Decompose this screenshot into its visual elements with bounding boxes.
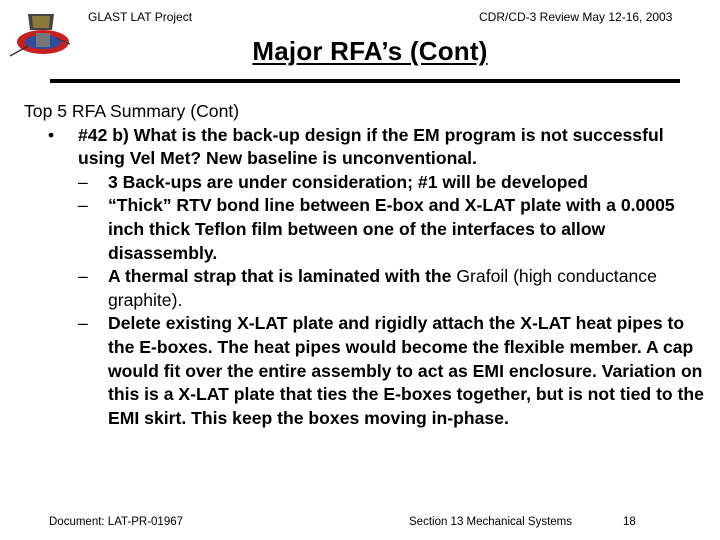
dash-marker: – <box>78 171 88 192</box>
sub-item-text: A thermal strap that is laminated with the <box>108 266 452 287</box>
dash-marker: – <box>78 266 88 287</box>
sub-item-text: 3 Back-ups are under consideration; #1 will be developed <box>108 171 589 192</box>
slide-title: Major RFA’s (Cont) <box>252 36 488 66</box>
slide-body <box>24 100 704 430</box>
sub-item-1 <box>24 171 704 195</box>
bullet-item <box>24 124 704 171</box>
header-project: GLAST LAT Project <box>88 10 193 24</box>
footer-section: Section 13 Mechanical Systems <box>409 516 572 528</box>
dash-marker: – <box>78 195 88 216</box>
sub-item-4 <box>24 312 704 430</box>
footer-document: Document: LAT-PR-01967 <box>49 516 184 528</box>
bullet-marker: • <box>48 124 55 145</box>
sub-item-text-grafoil: Grafoil (high conductance graphite). <box>108 266 657 310</box>
sub-item-3 <box>24 265 704 312</box>
sub-item-2 <box>24 194 704 265</box>
sub-item-text: “Thick” RTV bond line between E-box and X-LAT plate with a 0.0005 inch thick Teflon film between one of the interfaces to allow disassembly. <box>108 195 675 263</box>
title-rule <box>50 79 680 83</box>
sub-item-text: Delete existing X-LAT plate and rigidly attach the X-LAT heat pipes to the E-boxes. The heat pipes would become the flexible member. A cap would fit over the entire assembly to act as EMI enclosure. Variation on this is a X-LAT plate that ties the E-boxes together, but is not tied to the EMI skirt. This keep the boxes moving in-phase. <box>108 313 704 428</box>
header-review: CDR/CD-3 Review May 12-16, 2003 <box>479 10 673 24</box>
footer-page-number: 18 <box>623 516 636 528</box>
dash-marker: – <box>78 313 88 334</box>
bullet-text: #42 b) What is the back-up design if the EM program is not successful using Vel Met? New baseline is unconventional. <box>78 124 664 169</box>
summary-heading: Top 5 RFA Summary (Cont) <box>24 101 240 121</box>
